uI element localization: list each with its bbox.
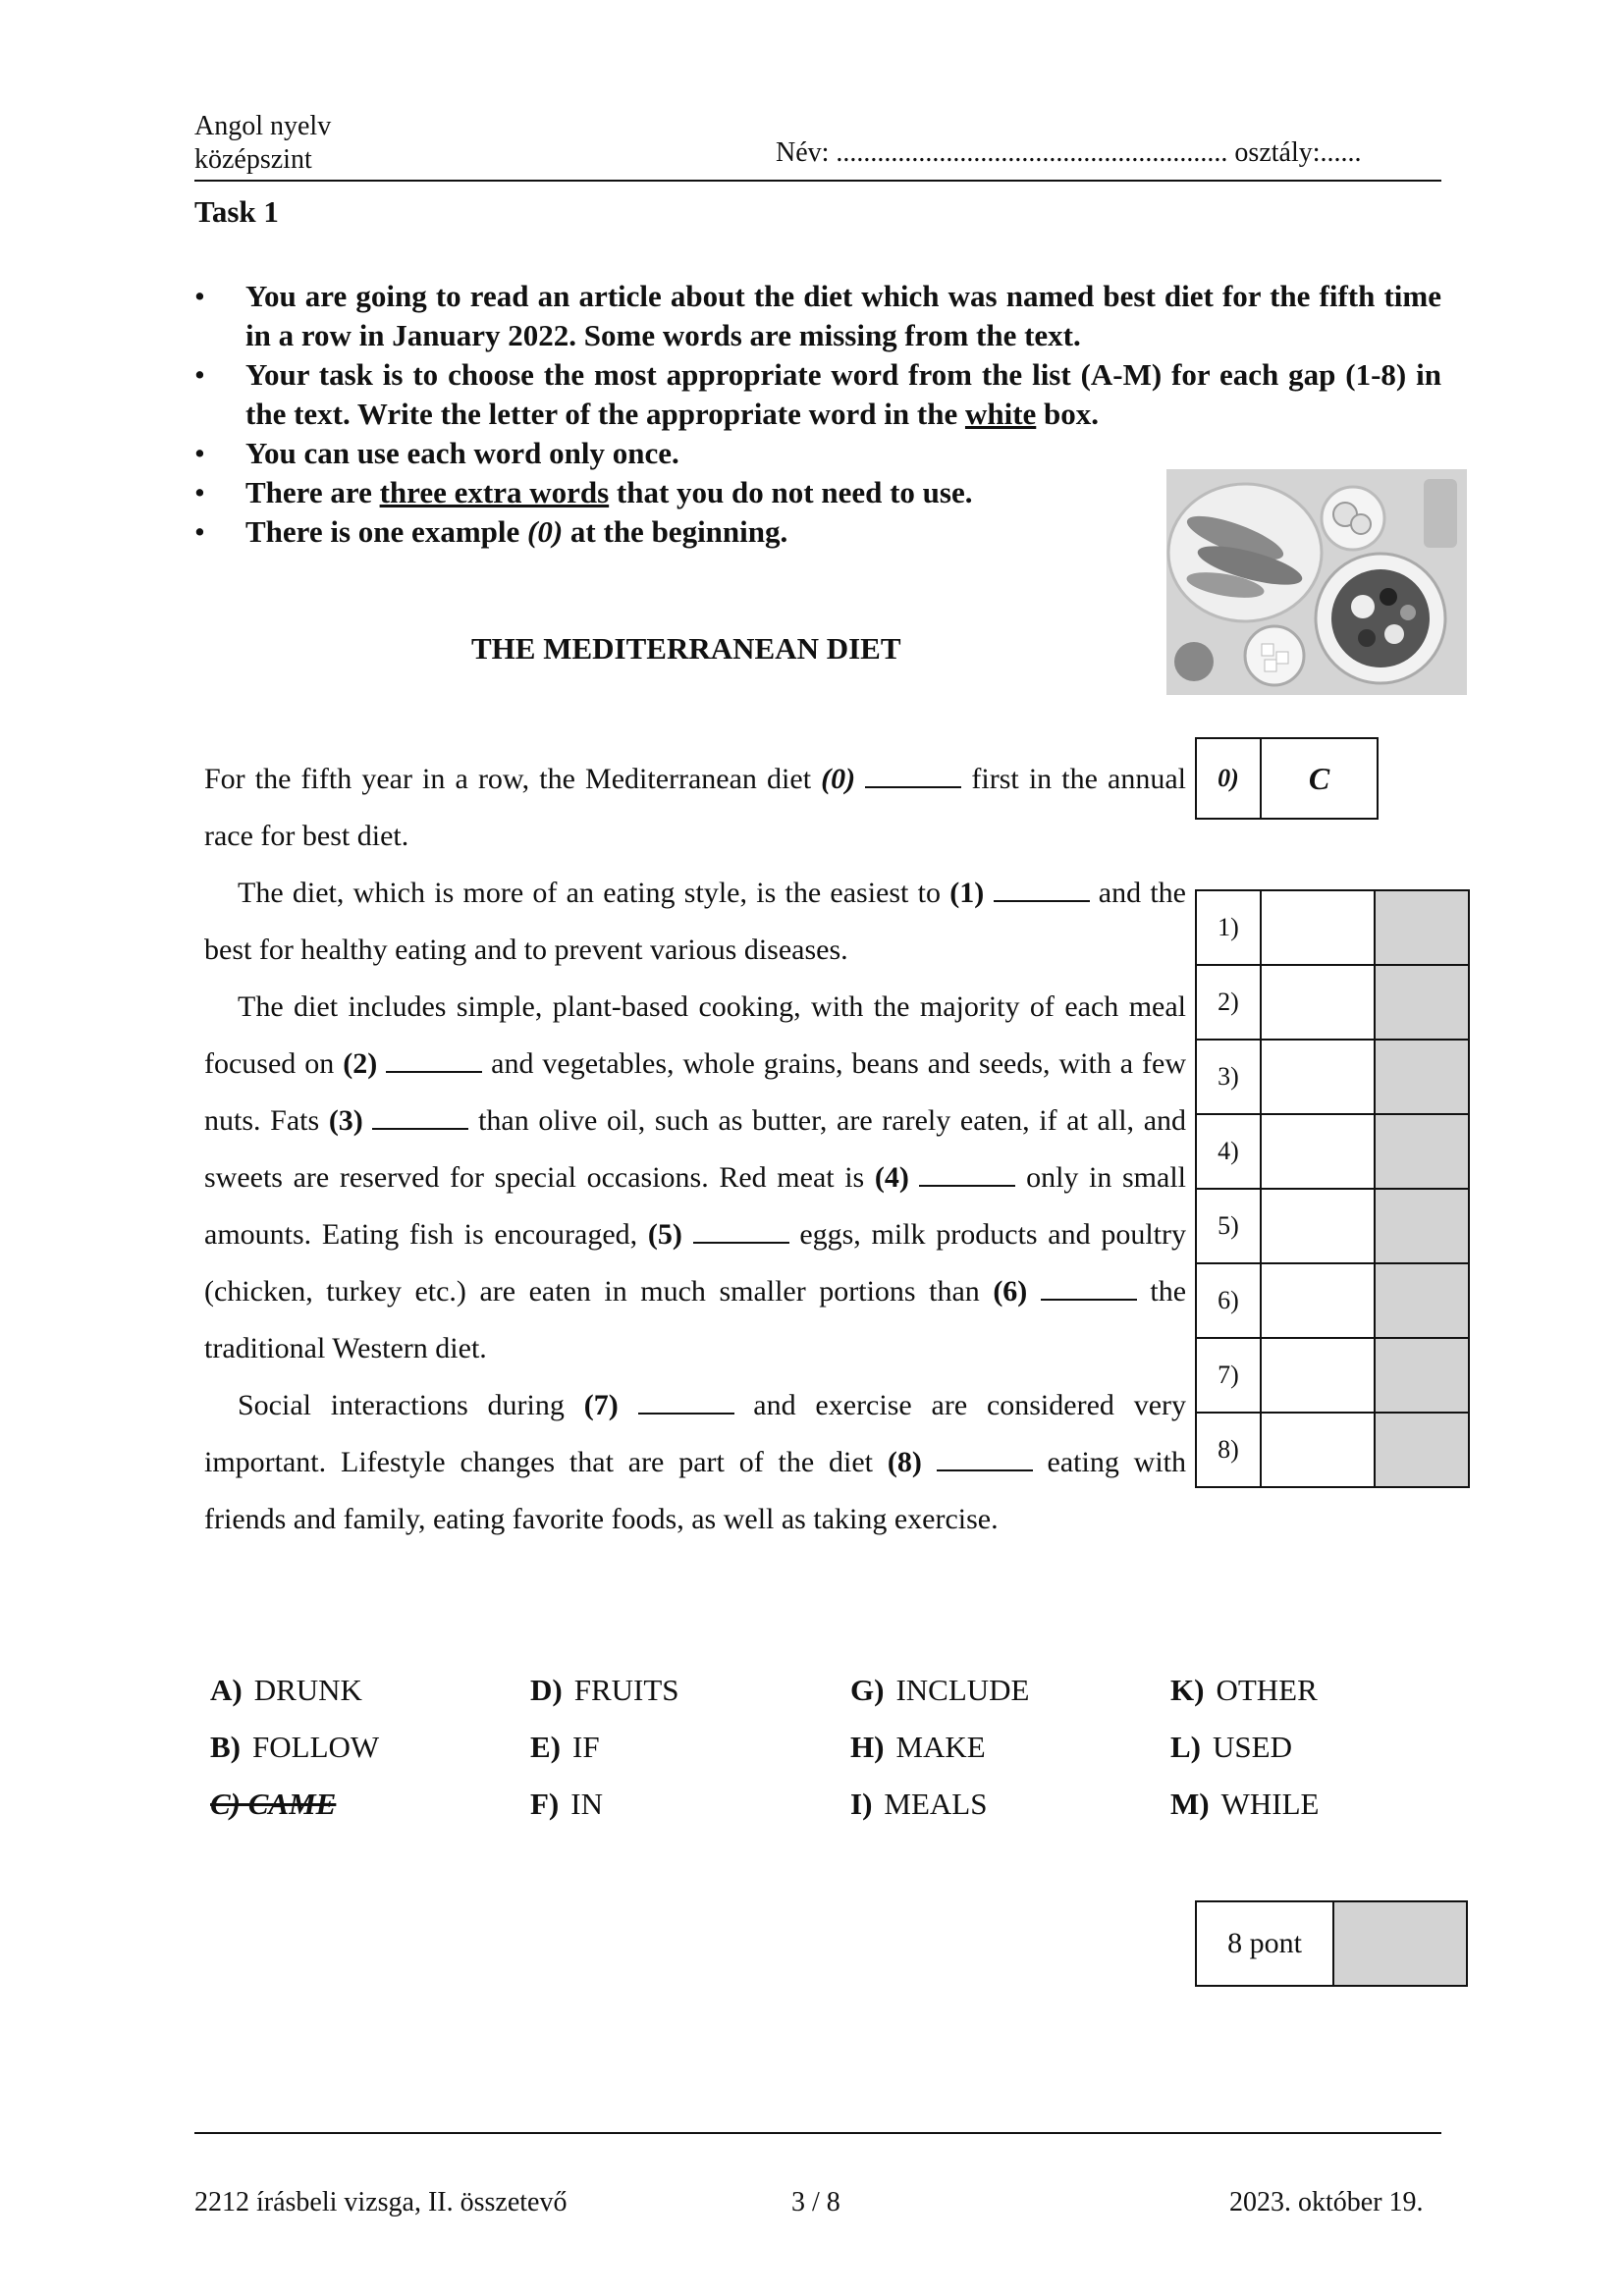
example-answer-box — [1195, 737, 1379, 820]
word-option-k: K) OTHER — [1170, 1673, 1318, 1707]
grader-box — [1375, 1114, 1469, 1189]
subject-label — [194, 110, 331, 177]
answer-box[interactable] — [1261, 965, 1375, 1040]
article-body — [204, 751, 1186, 1548]
header-rule — [194, 180, 1441, 182]
score-box — [1195, 1900, 1468, 1987]
gap-blank — [372, 1106, 468, 1130]
gap-blank — [937, 1448, 1033, 1471]
answer-row — [1196, 965, 1469, 1040]
grader-box — [1375, 1040, 1469, 1114]
task-title: Task 1 — [194, 194, 279, 229]
grader-box — [1375, 1413, 1469, 1487]
answer-number: 2) — [1196, 965, 1261, 1040]
word-option-m: M) WHILE — [1170, 1787, 1320, 1821]
gap-blank — [865, 765, 961, 788]
answer-box[interactable] — [1261, 1413, 1375, 1487]
article-title: THE MEDITERRANEAN DIET — [471, 631, 901, 666]
word-option-b: B) FOLLOW — [210, 1730, 380, 1764]
word-option-i: I) MEALS — [850, 1787, 988, 1821]
instruction-item: • You can use each word only once. — [194, 434, 1441, 473]
article-paragraph: For the fifth year in a row, the Mediterranean diet (0) first in the annual race for best diet. — [204, 763, 1187, 852]
name-class-field: Név: ......................................................... osztály:...... — [776, 137, 1362, 168]
answer-box[interactable] — [1261, 1338, 1375, 1413]
instruction-item: • You are going to read an article about the diet which was named best diet for the fifth time in a row in January 2022. Some words are missing from the text. — [194, 277, 1441, 355]
answer-box[interactable] — [1261, 1114, 1375, 1189]
subject-line-2: középszint — [194, 144, 312, 175]
grader-box — [1375, 890, 1469, 965]
grader-box — [1375, 1338, 1469, 1413]
word-option-h: H) MAKE — [850, 1730, 986, 1764]
answer-number: 1) — [1196, 890, 1261, 965]
answer-row — [1196, 1413, 1469, 1487]
word-option-l: L) USED — [1170, 1730, 1292, 1764]
gap-blank — [1041, 1277, 1137, 1301]
answer-number: 3) — [1196, 1040, 1261, 1114]
exam-code: 2212 írásbeli vizsga, II. összetevő — [194, 2187, 568, 2217]
grader-box — [1375, 965, 1469, 1040]
answer-number: 7) — [1196, 1338, 1261, 1413]
article-paragraph: Social interactions during (7) and exercise are considered very important. Lifestyle changes that are part of the diet (8) eating with friends and family, eating favorite foods, as well as taking exercise. — [204, 1389, 1187, 1535]
answer-row — [1196, 1263, 1469, 1338]
score-entry — [1334, 1902, 1466, 1985]
gap-blank — [919, 1163, 1015, 1187]
word-list — [210, 1669, 1467, 1826]
score-label: 8 pont — [1197, 1902, 1334, 1985]
word-option-d: D) FRUITS — [530, 1673, 679, 1707]
answer-row — [1196, 1338, 1469, 1413]
word-option-f: F) IN — [530, 1787, 603, 1821]
gap-blank — [386, 1049, 482, 1073]
footer-rule — [194, 2132, 1441, 2134]
answer-row — [1196, 890, 1469, 965]
gap-blank — [693, 1220, 789, 1244]
food-photo — [1166, 469, 1467, 695]
gap-blank — [994, 879, 1090, 902]
answer-number: 6) — [1196, 1263, 1261, 1338]
word-option-e: E) IF — [530, 1730, 600, 1764]
word-option-a: A) DRUNK — [210, 1673, 362, 1707]
answer-table — [1195, 889, 1470, 1488]
instruction-item: • There are three extra words that you do not need to use. — [194, 473, 1208, 512]
answer-box[interactable] — [1261, 890, 1375, 965]
answer-row — [1196, 1189, 1469, 1263]
instruction-item: • There is one example (0) at the beginning. — [194, 512, 1208, 552]
word-option-g: G) INCLUDE — [850, 1673, 1030, 1707]
answer-number: 4) — [1196, 1114, 1261, 1189]
page-number: 3 / 8 — [791, 2187, 840, 2217]
answer-row — [1196, 1040, 1469, 1114]
answer-box[interactable] — [1261, 1189, 1375, 1263]
article-paragraph: The diet includes simple, plant-based cooking, with the majority of each meal focused on (2) and vegetables, whole grains, beans and seeds, with a few nuts. Fats (3) than olive oil, such as butter, are rarely eaten, if at all, and sweets are reserved for special occasions. Red meat is (4) only in small amounts. Eating fish is encouraged, (5) eggs, milk products and poultry (chicken, turkey etc.) are eaten in much smaller portions than (6) the traditional Western diet. — [204, 990, 1187, 1364]
example-number: 0) — [1197, 739, 1262, 818]
answer-box[interactable] — [1261, 1040, 1375, 1114]
answer-box[interactable] — [1261, 1263, 1375, 1338]
subject-line-1: Angol nyelv — [194, 111, 332, 141]
answer-number: 8) — [1196, 1413, 1261, 1487]
answer-number: 5) — [1196, 1189, 1261, 1263]
exam-date: 2023. október 19. — [1229, 2187, 1424, 2217]
answer-row — [1196, 1114, 1469, 1189]
grader-box — [1375, 1263, 1469, 1338]
instruction-item: • Your task is to choose the most appropriate word from the list (A-M) for each gap (1-8) in the text. Write the letter of the appropriate word in the white box. — [194, 355, 1441, 434]
gap-blank — [638, 1391, 734, 1415]
example-answer: C — [1308, 760, 1330, 796]
article-paragraph: The diet, which is more of an eating style, is the easiest to (1) and the best for healthy eating and to prevent various diseases. — [204, 877, 1186, 966]
food-photo-illustration — [1166, 469, 1467, 695]
word-option-c-used: C) CAME — [210, 1787, 337, 1821]
grader-box — [1375, 1189, 1469, 1263]
